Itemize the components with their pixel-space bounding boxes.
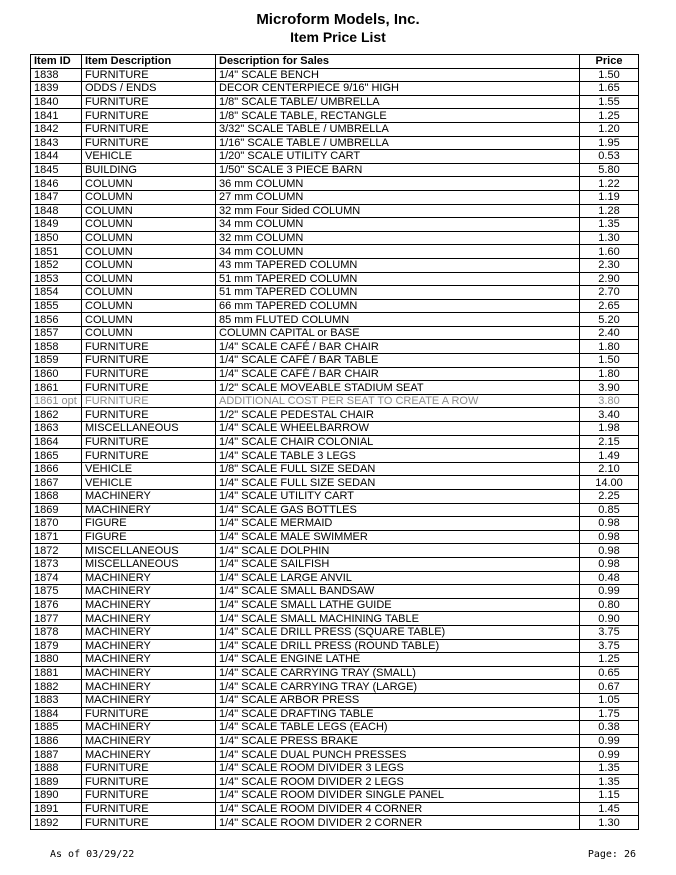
item-id-cell: 1866 [31, 462, 82, 476]
table-row [31, 476, 639, 490]
table-row [31, 367, 639, 381]
item-id-cell: 1858 [31, 340, 82, 354]
table-row [31, 625, 639, 639]
item-id-cell: 1838 [31, 68, 82, 82]
item-id-cell: 1862 [31, 408, 82, 422]
item-description-cell: FURNITURE [82, 707, 216, 721]
price-cell: 5.80 [580, 163, 639, 177]
table-row [31, 422, 639, 436]
item-id-cell: 1850 [31, 231, 82, 245]
item-id-cell: 1887 [31, 748, 82, 762]
item-description-cell: MACHINERY [82, 653, 216, 667]
item-description-cell: FURNITURE [82, 775, 216, 789]
item-id-cell: 1890 [31, 789, 82, 803]
table-row [31, 286, 639, 300]
item-description-cell: MISCELLANEOUS [82, 544, 216, 558]
price-cell: 2.10 [580, 462, 639, 476]
item-id-cell: 1859 [31, 354, 82, 368]
item-id-cell: 1870 [31, 517, 82, 531]
table-row [31, 435, 639, 449]
price-cell: 1.49 [580, 449, 639, 463]
sales-description-cell: 43 mm TAPERED COLUMN [216, 258, 580, 272]
table-row [31, 680, 639, 694]
price-cell: 1.30 [580, 816, 639, 830]
price-cell: 1.28 [580, 204, 639, 218]
item-description-cell: COLUMN [82, 272, 216, 286]
price-cell: 0.98 [580, 530, 639, 544]
price-cell: 2.30 [580, 258, 639, 272]
sales-description-cell: 1/4" SCALE DRILL PRESS (SQUARE TABLE) [216, 625, 580, 639]
price-cell: 2.40 [580, 326, 639, 340]
item-id-cell: 1876 [31, 598, 82, 612]
item-description-cell: COLUMN [82, 177, 216, 191]
sales-description-cell: 1/20" SCALE UTILITY CART [216, 150, 580, 164]
item-id-cell: 1872 [31, 544, 82, 558]
item-description-cell: MACHINERY [82, 612, 216, 626]
item-id-cell: 1868 [31, 490, 82, 504]
table-row [31, 394, 639, 408]
item-description-cell: COLUMN [82, 231, 216, 245]
sales-description-cell: 34 mm COLUMN [216, 218, 580, 232]
price-cell: 5.20 [580, 313, 639, 327]
table-row [31, 639, 639, 653]
item-description-cell: COLUMN [82, 313, 216, 327]
page-title: Item Price List [290, 29, 386, 45]
item-id-cell: 1848 [31, 204, 82, 218]
table-row [31, 190, 639, 204]
table-row [31, 816, 639, 830]
sales-description-cell: 1/4" SCALE MERMAID [216, 517, 580, 531]
item-description-cell: MACHINERY [82, 748, 216, 762]
item-description-cell: COLUMN [82, 218, 216, 232]
item-id-cell: 1878 [31, 625, 82, 639]
table-row [31, 218, 639, 232]
table-row [31, 163, 639, 177]
table-row [31, 122, 639, 136]
sales-description-cell: 27 mm COLUMN [216, 190, 580, 204]
sales-description-cell: COLUMN CAPITAL or BASE [216, 326, 580, 340]
table-row [31, 802, 639, 816]
item-description-cell: MISCELLANEOUS [82, 557, 216, 571]
column-header-description-for-sales: Description for Sales [216, 55, 580, 69]
price-cell: 0.98 [580, 517, 639, 531]
page-number: Page: 26 [587, 849, 636, 860]
sales-description-cell: 1/4" SCALE ROOM DIVIDER 2 LEGS [216, 775, 580, 789]
price-cell: 3.80 [580, 394, 639, 408]
sales-description-cell: 1/4" SCALE WHEELBARROW [216, 422, 580, 436]
table-row [31, 653, 639, 667]
table-row [31, 381, 639, 395]
table-row [31, 272, 639, 286]
item-description-cell: MACHINERY [82, 666, 216, 680]
item-id-cell: 1860 [31, 367, 82, 381]
price-cell: 2.90 [580, 272, 639, 286]
sales-description-cell: 1/4" SCALE SAILFISH [216, 557, 580, 571]
table-row [31, 612, 639, 626]
item-description-cell: COLUMN [82, 204, 216, 218]
item-id-cell: 1874 [31, 571, 82, 585]
item-id-cell: 1888 [31, 761, 82, 775]
item-description-cell: VEHICLE [82, 462, 216, 476]
price-cell: 1.65 [580, 82, 639, 96]
table-row [31, 571, 639, 585]
sales-description-cell: 1/4" SCALE ROOM DIVIDER 4 CORNER [216, 802, 580, 816]
sales-description-cell: 1/4" SCALE SMALL LATHE GUIDE [216, 598, 580, 612]
table-row [31, 449, 639, 463]
item-id-cell: 1869 [31, 503, 82, 517]
price-cell: 1.35 [580, 775, 639, 789]
sales-description-cell: 1/4" SCALE CAFÉ / BAR CHAIR [216, 340, 580, 354]
table-row [31, 354, 639, 368]
item-id-cell: 1845 [31, 163, 82, 177]
item-id-cell: 1849 [31, 218, 82, 232]
sales-description-cell: 1/4" SCALE ARBOR PRESS [216, 693, 580, 707]
sales-description-cell: 66 mm TAPERED COLUMN [216, 299, 580, 313]
price-cell: 1.05 [580, 693, 639, 707]
price-cell: 14.00 [580, 476, 639, 490]
price-cell: 0.85 [580, 503, 639, 517]
table-row [31, 245, 639, 259]
item-description-cell: COLUMN [82, 245, 216, 259]
item-description-cell: FURNITURE [82, 789, 216, 803]
column-header-price: Price [580, 55, 639, 69]
sales-description-cell: 1/4" SCALE DUAL PUNCH PRESSES [216, 748, 580, 762]
price-cell: 1.30 [580, 231, 639, 245]
item-id-cell: 1889 [31, 775, 82, 789]
sales-description-cell: 1/4" SCALE PRESS BRAKE [216, 734, 580, 748]
price-cell: 1.19 [580, 190, 639, 204]
price-cell: 1.95 [580, 136, 639, 150]
price-cell: 2.25 [580, 490, 639, 504]
price-cell: 1.80 [580, 367, 639, 381]
item-id-cell: 1879 [31, 639, 82, 653]
sales-description-cell: 1/4" SCALE BENCH [216, 68, 580, 82]
item-description-cell: FURNITURE [82, 340, 216, 354]
item-description-cell: COLUMN [82, 299, 216, 313]
price-cell: 1.35 [580, 218, 639, 232]
sales-description-cell: 1/4" SCALE CAFÉ / BAR TABLE [216, 354, 580, 368]
sales-description-cell: 1/4" SCALE GAS BOTTLES [216, 503, 580, 517]
item-description-cell: FURNITURE [82, 95, 216, 109]
table-row [31, 585, 639, 599]
item-description-cell: FURNITURE [82, 354, 216, 368]
item-description-cell: FIGURE [82, 517, 216, 531]
table-row [31, 462, 639, 476]
item-description-cell: MACHINERY [82, 490, 216, 504]
item-description-cell: VEHICLE [82, 150, 216, 164]
item-id-cell: 1880 [31, 653, 82, 667]
item-description-cell: COLUMN [82, 286, 216, 300]
item-description-cell: MACHINERY [82, 680, 216, 694]
item-id-cell: 1877 [31, 612, 82, 626]
item-description-cell: FURNITURE [82, 761, 216, 775]
sales-description-cell: 1/4" SCALE CHAIR COLONIAL [216, 435, 580, 449]
item-id-cell: 1857 [31, 326, 82, 340]
table-row [31, 544, 639, 558]
item-id-cell: 1875 [31, 585, 82, 599]
price-list-table [30, 54, 639, 830]
item-description-cell: FURNITURE [82, 449, 216, 463]
item-description-cell: COLUMN [82, 326, 216, 340]
item-id-cell: 1884 [31, 707, 82, 721]
price-cell: 0.99 [580, 748, 639, 762]
item-id-cell: 1855 [31, 299, 82, 313]
item-id-cell: 1881 [31, 666, 82, 680]
item-description-cell: MISCELLANEOUS [82, 422, 216, 436]
table-row [31, 258, 639, 272]
table-row [31, 340, 639, 354]
item-id-cell: 1844 [31, 150, 82, 164]
item-id-cell: 1892 [31, 816, 82, 830]
item-id-cell: 1842 [31, 122, 82, 136]
price-cell: 1.60 [580, 245, 639, 259]
price-cell: 1.80 [580, 340, 639, 354]
item-description-cell: FURNITURE [82, 408, 216, 422]
item-description-cell: VEHICLE [82, 476, 216, 490]
table-row [31, 761, 639, 775]
sales-description-cell: 1/4" SCALE ENGINE LATHE [216, 653, 580, 667]
item-id-cell: 1861 opt [31, 394, 82, 408]
table-row [31, 177, 639, 191]
price-cell: 1.25 [580, 109, 639, 123]
sales-description-cell: 1/4" SCALE CAFÉ / BAR CHAIR [216, 367, 580, 381]
item-id-cell: 1853 [31, 272, 82, 286]
sales-description-cell: 32 mm Four Sided COLUMN [216, 204, 580, 218]
price-cell: 1.55 [580, 95, 639, 109]
table-row [31, 109, 639, 123]
item-description-cell: FURNITURE [82, 122, 216, 136]
item-description-cell: ODDS / ENDS [82, 82, 216, 96]
price-cell: 0.65 [580, 666, 639, 680]
table-row [31, 721, 639, 735]
sales-description-cell: ADDITIONAL COST PER SEAT TO CREATE A ROW [216, 394, 580, 408]
item-id-cell: 1883 [31, 693, 82, 707]
table-row [31, 517, 639, 531]
price-cell: 1.45 [580, 802, 639, 816]
table-row [31, 693, 639, 707]
item-id-cell: 1867 [31, 476, 82, 490]
price-cell: 1.25 [580, 653, 639, 667]
table-row [31, 748, 639, 762]
price-cell: 0.99 [580, 585, 639, 599]
item-id-cell: 1839 [31, 82, 82, 96]
price-cell: 3.40 [580, 408, 639, 422]
sales-description-cell: 1/16" SCALE TABLE / UMBRELLA [216, 136, 580, 150]
price-cell: 0.99 [580, 734, 639, 748]
table-row [31, 598, 639, 612]
sales-description-cell: 1/4" SCALE DOLPHIN [216, 544, 580, 558]
sales-description-cell: DECOR CENTERPIECE 9/16" HIGH [216, 82, 580, 96]
item-description-cell: FURNITURE [82, 367, 216, 381]
sales-description-cell: 1/4" SCALE FULL SIZE SEDAN [216, 476, 580, 490]
sales-description-cell: 85 mm FLUTED COLUMN [216, 313, 580, 327]
item-id-cell: 1847 [31, 190, 82, 204]
price-cell: 3.75 [580, 639, 639, 653]
table-row [31, 204, 639, 218]
item-description-cell: FURNITURE [82, 394, 216, 408]
item-id-cell: 1882 [31, 680, 82, 694]
sales-description-cell: 1/8" SCALE TABLE/ UMBRELLA [216, 95, 580, 109]
sales-description-cell: 1/8" SCALE FULL SIZE SEDAN [216, 462, 580, 476]
sales-description-cell: 1/4" SCALE TABLE 3 LEGS [216, 449, 580, 463]
sales-description-cell: 1/2" SCALE PEDESTAL CHAIR [216, 408, 580, 422]
item-description-cell: COLUMN [82, 190, 216, 204]
column-header-item-description: Item Description [82, 55, 216, 69]
table-row [31, 231, 639, 245]
price-cell: 1.75 [580, 707, 639, 721]
price-cell: 0.98 [580, 557, 639, 571]
item-description-cell: MACHINERY [82, 639, 216, 653]
price-cell: 3.75 [580, 625, 639, 639]
table-row [31, 95, 639, 109]
table-row [31, 313, 639, 327]
sales-description-cell: 51 mm TAPERED COLUMN [216, 286, 580, 300]
company-name: Microform Models, Inc. [256, 11, 420, 28]
sales-description-cell: 1/4" SCALE ROOM DIVIDER 2 CORNER [216, 816, 580, 830]
price-cell: 0.80 [580, 598, 639, 612]
table-row [31, 789, 639, 803]
price-cell: 1.35 [580, 761, 639, 775]
item-description-cell: FURNITURE [82, 68, 216, 82]
table-row [31, 68, 639, 82]
price-cell: 0.48 [580, 571, 639, 585]
item-id-cell: 1891 [31, 802, 82, 816]
item-id-cell: 1852 [31, 258, 82, 272]
item-description-cell: MACHINERY [82, 721, 216, 735]
price-cell: 0.38 [580, 721, 639, 735]
table-row [31, 666, 639, 680]
price-cell: 0.98 [580, 544, 639, 558]
item-id-cell: 1841 [31, 109, 82, 123]
item-description-cell: BUILDING [82, 163, 216, 177]
price-cell: 1.98 [580, 422, 639, 436]
price-cell: 1.15 [580, 789, 639, 803]
as-of-date: As of 03/29/22 [50, 849, 135, 860]
item-id-cell: 1840 [31, 95, 82, 109]
price-cell: 1.50 [580, 354, 639, 368]
sales-description-cell: 1/4" SCALE CARRYING TRAY (SMALL) [216, 666, 580, 680]
price-cell: 1.22 [580, 177, 639, 191]
sales-description-cell: 1/8" SCALE TABLE, RECTANGLE [216, 109, 580, 123]
table-row [31, 136, 639, 150]
item-id-cell: 1864 [31, 435, 82, 449]
sales-description-cell: 1/4" SCALE MALE SWIMMER [216, 530, 580, 544]
price-cell: 0.53 [580, 150, 639, 164]
table-row [31, 408, 639, 422]
price-cell: 1.50 [580, 68, 639, 82]
item-description-cell: FURNITURE [82, 136, 216, 150]
sales-description-cell: 1/4" SCALE SMALL BANDSAW [216, 585, 580, 599]
table-row [31, 299, 639, 313]
table-header-row [31, 55, 639, 69]
item-id-cell: 1865 [31, 449, 82, 463]
item-description-cell: FURNITURE [82, 816, 216, 830]
table-row [31, 734, 639, 748]
item-id-cell: 1846 [31, 177, 82, 191]
item-id-cell: 1871 [31, 530, 82, 544]
sales-description-cell: 1/50" SCALE 3 PIECE BARN [216, 163, 580, 177]
sales-description-cell: 1/4" SCALE ROOM DIVIDER SINGLE PANEL [216, 789, 580, 803]
table-row [31, 326, 639, 340]
item-id-cell: 1856 [31, 313, 82, 327]
item-description-cell: MACHINERY [82, 693, 216, 707]
item-id-cell: 1851 [31, 245, 82, 259]
item-description-cell: COLUMN [82, 258, 216, 272]
table-row [31, 707, 639, 721]
price-cell: 1.20 [580, 122, 639, 136]
sales-description-cell: 36 mm COLUMN [216, 177, 580, 191]
sales-description-cell: 1/4" SCALE SMALL MACHINING TABLE [216, 612, 580, 626]
price-cell: 2.15 [580, 435, 639, 449]
price-cell: 0.90 [580, 612, 639, 626]
table-row [31, 490, 639, 504]
item-description-cell: FIGURE [82, 530, 216, 544]
item-description-cell: MACHINERY [82, 598, 216, 612]
item-id-cell: 1885 [31, 721, 82, 735]
sales-description-cell: 1/4" SCALE UTILITY CART [216, 490, 580, 504]
table-row [31, 530, 639, 544]
table-row [31, 503, 639, 517]
price-cell: 2.65 [580, 299, 639, 313]
item-description-cell: MACHINERY [82, 571, 216, 585]
item-id-cell: 1854 [31, 286, 82, 300]
sales-description-cell: 1/4" SCALE DRILL PRESS (ROUND TABLE) [216, 639, 580, 653]
sales-description-cell: 34 mm COLUMN [216, 245, 580, 259]
sales-description-cell: 3/32" SCALE TABLE / UMBRELLA [216, 122, 580, 136]
item-id-cell: 1863 [31, 422, 82, 436]
sales-description-cell: 51 mm TAPERED COLUMN [216, 272, 580, 286]
item-description-cell: FURNITURE [82, 109, 216, 123]
sales-description-cell: 1/4" SCALE LARGE ANVIL [216, 571, 580, 585]
item-id-cell: 1843 [31, 136, 82, 150]
item-description-cell: FURNITURE [82, 381, 216, 395]
table-body [31, 68, 639, 829]
price-cell: 3.90 [580, 381, 639, 395]
table-row [31, 775, 639, 789]
price-cell: 0.67 [580, 680, 639, 694]
item-description-cell: MACHINERY [82, 625, 216, 639]
table-row [31, 557, 639, 571]
table-row [31, 82, 639, 96]
sales-description-cell: 32 mm COLUMN [216, 231, 580, 245]
item-id-cell: 1886 [31, 734, 82, 748]
column-header-item-id: Item ID [31, 55, 82, 69]
item-description-cell: MACHINERY [82, 503, 216, 517]
item-description-cell: FURNITURE [82, 802, 216, 816]
item-id-cell: 1861 [31, 381, 82, 395]
sales-description-cell: 1/4" SCALE ROOM DIVIDER 3 LEGS [216, 761, 580, 775]
item-description-cell: FURNITURE [82, 435, 216, 449]
sales-description-cell: 1/2" SCALE MOVEABLE STADIUM SEAT [216, 381, 580, 395]
sales-description-cell: 1/4" SCALE DRAFTING TABLE [216, 707, 580, 721]
item-description-cell: MACHINERY [82, 734, 216, 748]
item-id-cell: 1873 [31, 557, 82, 571]
table-row [31, 150, 639, 164]
sales-description-cell: 1/4" SCALE TABLE LEGS (EACH) [216, 721, 580, 735]
price-cell: 2.70 [580, 286, 639, 300]
item-description-cell: MACHINERY [82, 585, 216, 599]
sales-description-cell: 1/4" SCALE CARRYING TRAY (LARGE) [216, 680, 580, 694]
